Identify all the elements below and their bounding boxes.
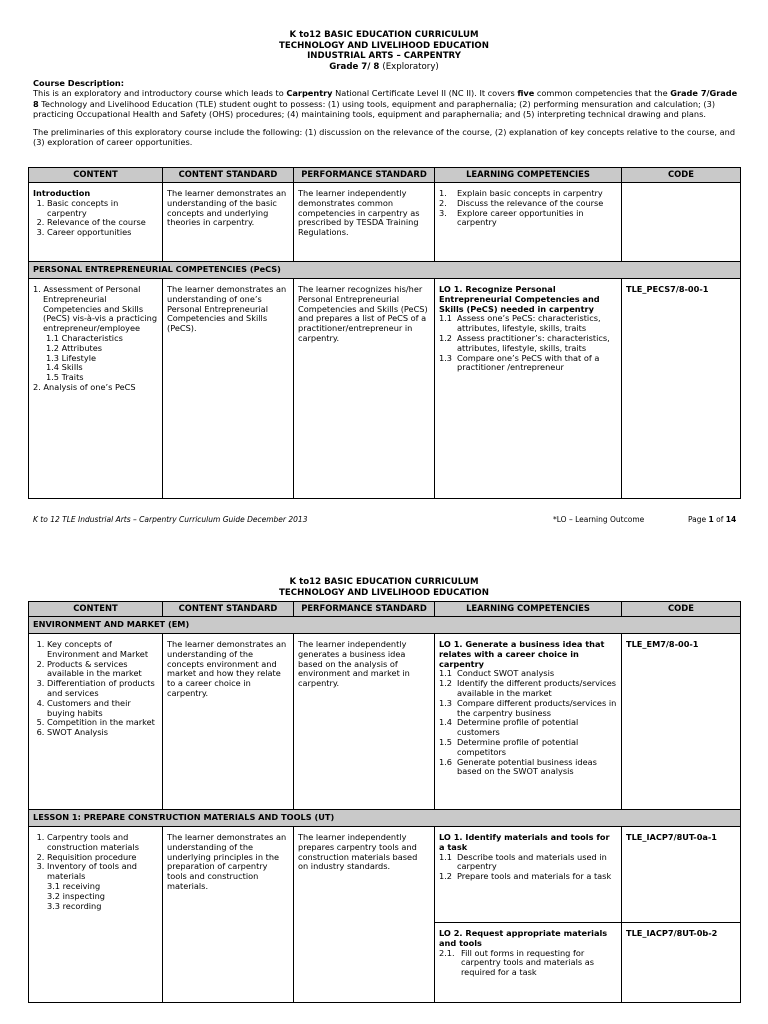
competency-item (439, 853, 617, 873)
list-item: 1. Carpentry tools and construction materials (47, 833, 158, 853)
section-title-ut: LESSON 1: PREPARE CONSTRUCTION MATERIALS AND TOOLS (UT) (29, 810, 741, 827)
page-of: of (713, 515, 726, 524)
page-total: 14 (725, 515, 737, 524)
col-learning-competencies: LEARNING COMPETENCIES (435, 602, 622, 617)
learning-outcome: LO 1. Identify materials and tools for a task (439, 832, 610, 852)
competency-text: Assess one’s PeCS: characteristics, attributes, lifestyle, skills, traits (457, 313, 601, 334)
competency-number: 1.4 (439, 717, 453, 728)
ut-list (33, 833, 158, 882)
pecs-sublist (33, 334, 158, 383)
em-code: TLE_EM7/8-00-1 (622, 634, 741, 810)
competency-text: Compare different products/services in the carpentry business (457, 697, 617, 718)
list-item: 1.1 Characteristics (46, 332, 123, 343)
col-performance-standard: PERFORMANCE STANDARD (294, 602, 435, 617)
page-pre: Page (688, 515, 709, 524)
table-header-row (29, 168, 741, 183)
intro-list (33, 199, 158, 238)
competency-number: 1.2 (439, 871, 453, 882)
desc-text-e: common competencies that the (534, 88, 671, 99)
competency-number: 3. (439, 207, 447, 218)
course-description-paragraph-2: The preliminaries of this exploratory course include the following: (1) discussion on the relevance of the course, (2) explanation of key concepts relative to the course, and (3) exploration of career opportunities. (33, 127, 736, 148)
competency-item (439, 758, 617, 778)
course-description-paragraph-1 (33, 88, 738, 119)
ut-lo1-code: TLE_IACP7/8UT-0a-1 (622, 827, 741, 923)
table-header-row (29, 602, 741, 617)
pecs-item-1: 1. Assessment of Personal Entrepreneurial Competencies and Skills (PeCS) vis-à-vis a practicing entrepreneur/employee (33, 284, 158, 334)
header-line-3: INDUSTRIAL ARTS – CARPENTRY (307, 51, 461, 61)
competency-number: 2. (439, 197, 447, 208)
list-item: 3.1 receiving (47, 880, 101, 891)
intro-performance-standard: The learner independently demonstrates common competencies in carpentry as prescribed by TESDA Training Regulations. (294, 183, 435, 262)
competency-number: 1.3 (439, 352, 453, 363)
page-current: 1 (708, 515, 714, 524)
competency-number: 1.1 (439, 668, 453, 679)
col-learning-competencies: LEARNING COMPETENCIES (435, 168, 622, 183)
col-content-standard: CONTENT STANDARD (163, 602, 294, 617)
course-description (33, 78, 738, 148)
desc-text-c: National Certificate Level II (NC II). It covers (332, 88, 518, 99)
em-list (33, 640, 158, 738)
list-item: 1.3 Lifestyle (46, 352, 97, 363)
competency-item (439, 699, 617, 719)
table-row-em (29, 634, 741, 810)
competency-item (439, 314, 617, 334)
table-row-pecs (29, 279, 741, 499)
page-header (0, 548, 768, 598)
list-item: 2. Requisition procedure (47, 853, 158, 863)
intro-competencies (435, 183, 622, 262)
em-competencies (435, 634, 622, 810)
pecs-code: TLE_PECS7/8-00-1 (622, 279, 741, 499)
competency-text: Prepare tools and materials for a task (457, 871, 612, 882)
list-item: 1.5 Traits (46, 372, 84, 383)
competency-text: Generate potential business ideas based on the SWOT analysis (457, 756, 597, 777)
ut-lo1-competencies (435, 827, 622, 923)
list-item: 1. Basic concepts in carpentry (47, 199, 158, 219)
col-content: CONTENT (29, 602, 163, 617)
competency-text: Fill out forms in requesting for carpentry tools and materials as required for a task (461, 947, 595, 978)
em-content-standard: The learner demonstrates an understanding of the concepts environment and market and how they relate to a career choice in carpentry. (163, 634, 294, 810)
intro-code (622, 183, 741, 262)
competency-item (439, 354, 617, 374)
desc-text-f: Grade 7/Grade 8 (33, 88, 738, 109)
header-line-1: K to12 BASIC EDUCATION CURRICULUM (289, 30, 479, 40)
list-item: 4. Customers and their buying habits (47, 699, 158, 719)
competency-number: 1.2 (439, 332, 453, 343)
desc-text-d: five (517, 88, 535, 99)
competency-item (439, 679, 617, 699)
pecs-competencies (435, 279, 622, 499)
competency-number: 1.6 (439, 756, 453, 767)
intro-content-standard: The learner demonstrates an understanding of the basic concepts and underlying theories in carpentry. (163, 183, 294, 262)
curriculum-table-page-2 (28, 601, 741, 1003)
list-item: 3. Career opportunities (47, 228, 158, 238)
list-item: 1.4 Skills (46, 362, 83, 373)
header-line-2: TECHNOLOGY AND LIVELIHOOD EDUCATION (279, 40, 489, 51)
table-row-ut-lo1 (29, 827, 741, 923)
competency-number: 1.1 (439, 313, 453, 324)
intro-title: Introduction (33, 188, 91, 198)
competency-item (439, 334, 617, 354)
ut-lo2-competencies (435, 923, 622, 1003)
competency-text: Determine profile of potential competitors (457, 736, 579, 757)
ut-content-standard: The learner demonstrates an understanding of the underlying principles in the preparation of carpentry tools and construction materials. (163, 827, 294, 1003)
section-row-em (29, 617, 741, 634)
competency-number: 2.1. (439, 947, 455, 958)
list-item: 1.2 Attributes (46, 342, 103, 353)
competency-item (439, 949, 617, 978)
pecs-content-cell (29, 279, 163, 499)
competency-number: 1.1 (439, 851, 453, 862)
page-header (0, 0, 768, 72)
ut-sublist (33, 882, 158, 911)
table-row-introduction (29, 183, 741, 262)
curriculum-page-2 (0, 548, 768, 1024)
grade-label: Grade 7/ 8 (329, 61, 380, 72)
footer-lo-note: *LO – Learning Outcome (553, 515, 645, 524)
list-item: 3. Inventory of tools and materials (47, 862, 158, 882)
intro-content-cell (29, 183, 163, 262)
competency-text: Determine profile of potential customers (457, 717, 579, 738)
col-performance-standard: PERFORMANCE STANDARD (294, 168, 435, 183)
col-content: CONTENT (29, 168, 163, 183)
list-item: 5. Competition in the market (47, 718, 158, 728)
list-item: 3.2 inspecting (47, 890, 105, 901)
competency-item (439, 872, 617, 882)
em-content-cell (29, 634, 163, 810)
section-title-pecs: PERSONAL ENTREPRENEURIAL COMPETENCIES (PeCS) (29, 262, 741, 279)
competency-text: Explore career opportunities in carpentry (457, 207, 584, 228)
section-row-pecs (29, 262, 741, 279)
curriculum-table-page-1 (28, 167, 741, 499)
list-item: 6. SWOT Analysis (47, 728, 158, 738)
list-item: 2. Relevance of the course (47, 218, 158, 228)
competency-text: Identify the different products/services available in the market (457, 678, 617, 698)
em-performance-standard: The learner independently generates a business idea based on the analysis of environment and market in carpentry. (294, 634, 435, 810)
list-item: 3.3 recording (47, 900, 102, 911)
pecs-content-standard: The learner demonstrates an understanding of one’s Personal Entrepreneurial Competencies and Skills (PeCS). (163, 279, 294, 499)
learning-outcome: LO 1. Generate a business idea that relates with a career choice in carpentry (439, 639, 605, 669)
ut-content-cell (29, 827, 163, 1003)
competency-number: 1. (439, 188, 447, 198)
competency-item (439, 738, 617, 758)
header-grade (0, 62, 768, 73)
competency-text: Compare one’s PeCS with that of a practitioner /entrepreneur (457, 352, 600, 373)
competency-text: Explain basic concepts in carpentry (457, 188, 603, 198)
col-content-standard: CONTENT STANDARD (163, 168, 294, 183)
competency-text: Assess practitioner’s: characteristics, attributes, lifestyle, skills, traits (457, 332, 610, 353)
section-row-ut (29, 810, 741, 827)
competency-number: 1.2 (439, 678, 453, 689)
list-item: 3. Differentiation of products and services (47, 679, 158, 699)
col-code: CODE (622, 168, 741, 183)
footer-page-number (688, 515, 736, 524)
footer-document-title: K to 12 TLE Industrial Arts – Carpentry Curriculum Guide December 2013 (33, 515, 308, 524)
course-description-label: Course Description: (33, 78, 125, 88)
ut-lo2-code: TLE_IACP7/8UT-0b-2 (622, 923, 741, 1003)
competency-item (439, 718, 617, 738)
col-code: CODE (622, 602, 741, 617)
desc-text-b: Carpentry (286, 88, 333, 99)
competency-number: 1.5 (439, 736, 453, 747)
competency-item (439, 209, 617, 229)
list-item: 1. Key concepts of Environment and Market (47, 640, 158, 660)
competency-text: Describe tools and materials used in carpentry (457, 851, 607, 872)
pecs-item-2: 2. Analysis of one’s PeCS (33, 381, 136, 392)
header-line-1: K to12 BASIC EDUCATION CURRICULUM (289, 577, 479, 587)
learning-outcome: LO 1. Recognize Personal Entrepreneurial Competencies and Skills (PeCS) needed in carpentry (439, 284, 600, 314)
list-item: 2. Products & services available in the market (47, 660, 158, 680)
desc-text-g: Technology and Livelihood Education (TLE) student ought to possess: (1) using tools, equipment and paraphernalia; (2) performing mensuration and calculation; (3) practicing Occupational Health and Safety (OHS) procedures; (4) maintaining tools, equipment and paraphernalia; and (5) interpreting technical drawing and plans. (33, 98, 716, 119)
ut-performance-standard: The learner independently prepares carpentry tools and construction materials based on industry standards. (294, 827, 435, 1003)
competency-number: 1.3 (439, 697, 453, 708)
pecs-performance-standard: The learner recognizes his/her Personal Entrepreneurial Competencies and Skills (PeCS) and prepares a list of PeCS of a practitioner/entrepreneur in carpentry. (294, 279, 435, 499)
header-line-2: TECHNOLOGY AND LIVELIHOOD EDUCATION (279, 587, 489, 598)
section-title-em: ENVIRONMENT AND MARKET (EM) (29, 617, 741, 634)
competency-text: Discuss the relevance of the course (457, 197, 604, 208)
competency-text: Conduct SWOT analysis (457, 668, 555, 679)
desc-text-a: This is an exploratory and introductory course which leads to (33, 88, 287, 99)
learning-outcome: LO 2. Request appropriate materials and tools (439, 928, 608, 948)
grade-note: (Exploratory) (382, 61, 439, 72)
